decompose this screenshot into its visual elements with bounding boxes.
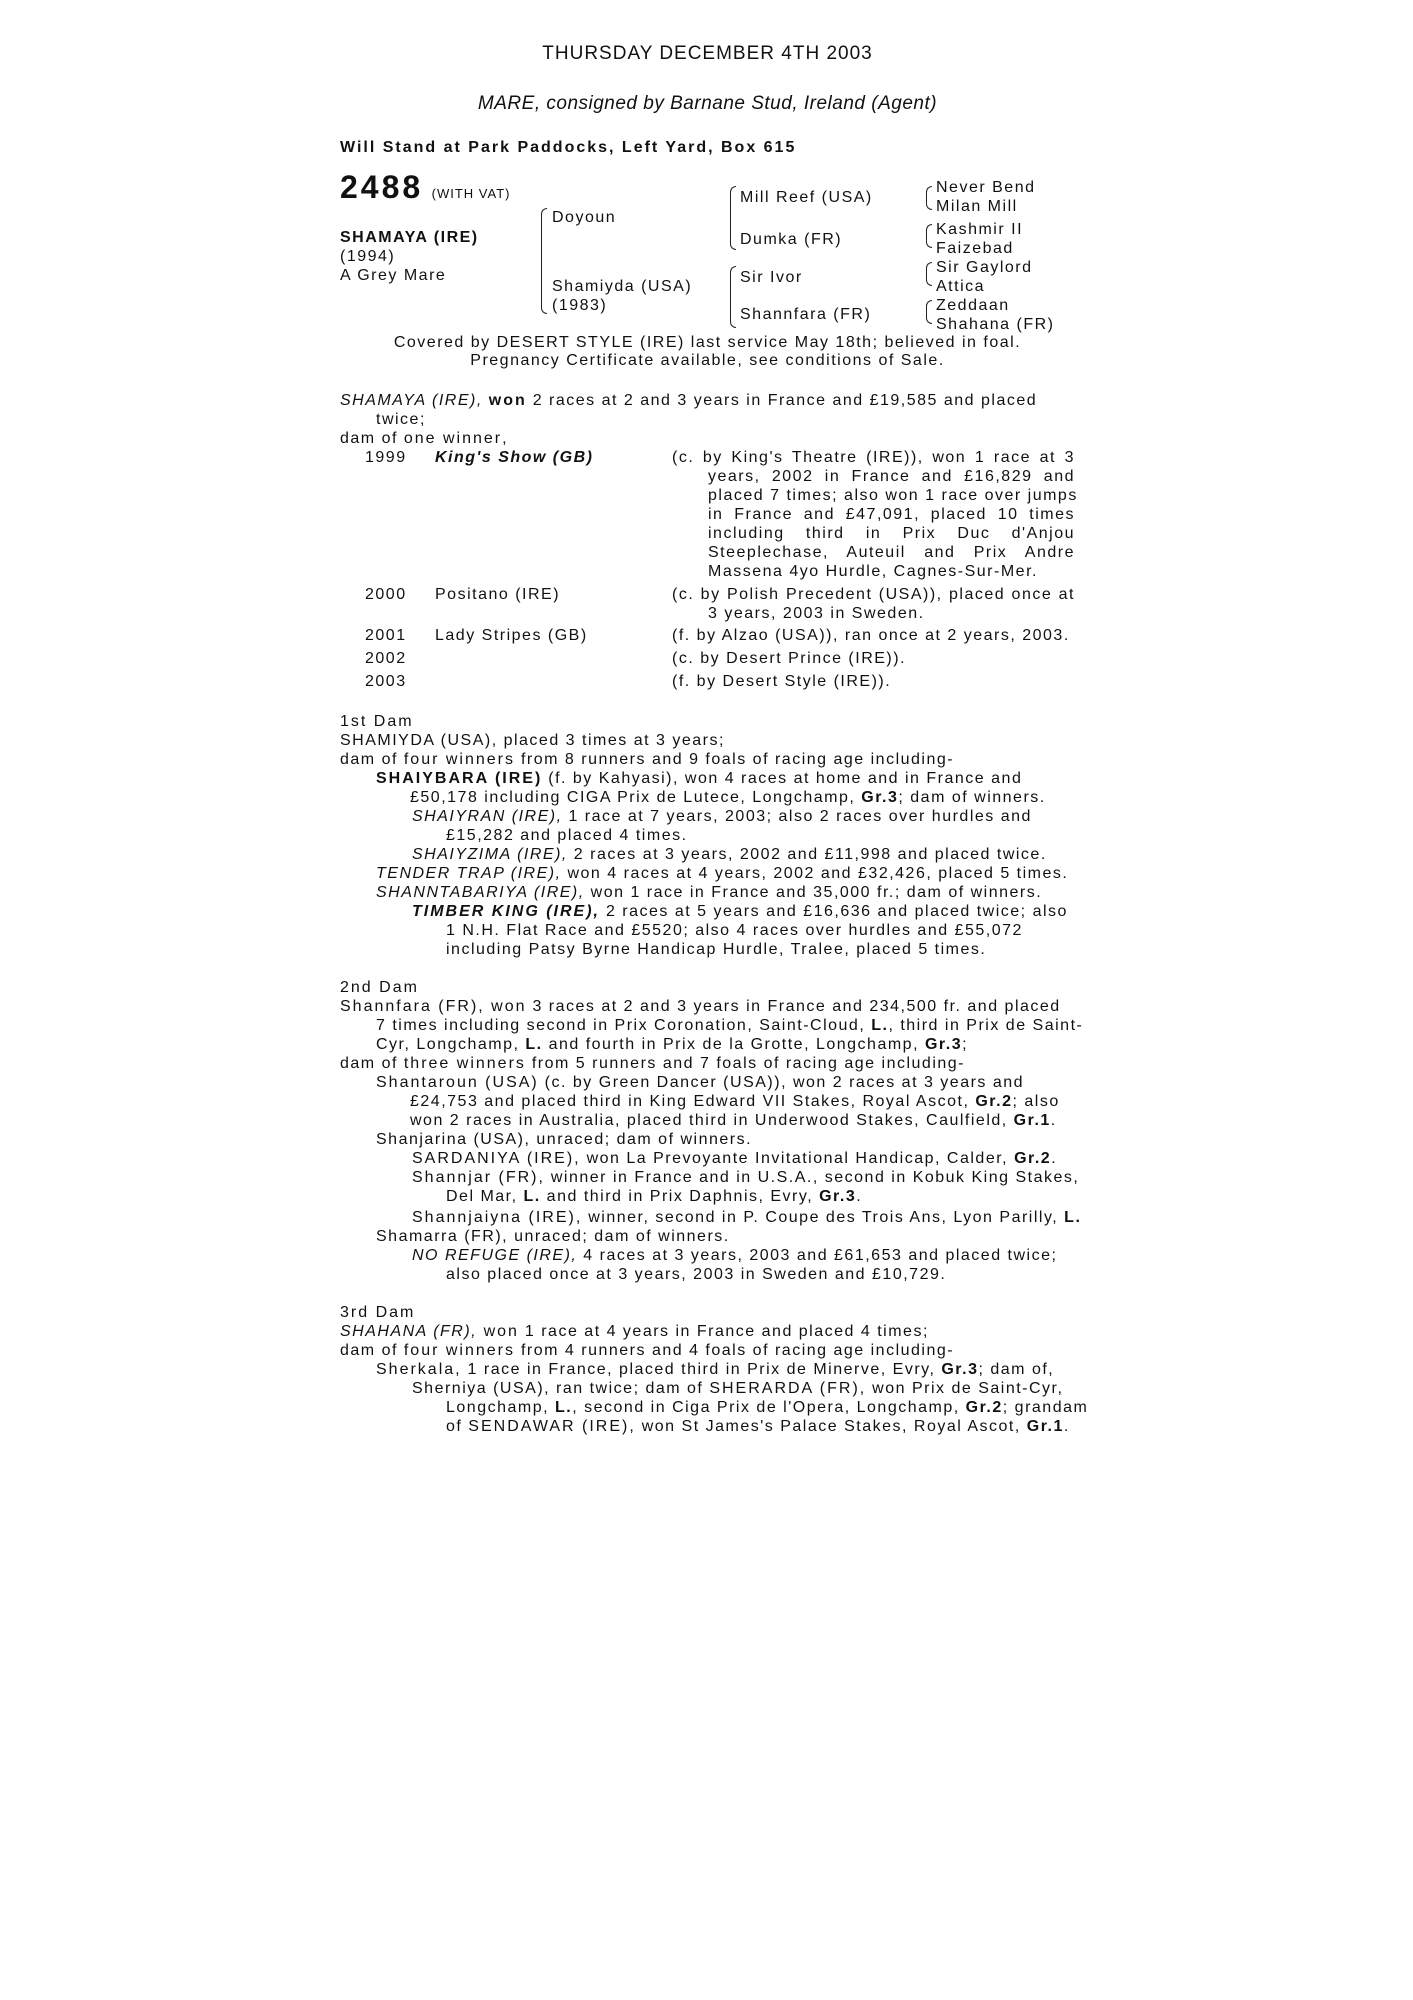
first-dam-line-2	[340, 750, 954, 769]
produce-text: .	[1063, 1418, 1070, 1435]
produce-text: ; dam of,	[978, 1361, 1055, 1378]
dam-of-text: dam of	[340, 1342, 404, 1359]
dam-name: Shannfara (FR),	[340, 998, 485, 1015]
grade-label: Gr.2	[965, 1399, 1003, 1416]
produce-continuation	[446, 1187, 862, 1206]
produce-text: , second in Ciga Prix de l'Opera, Longchamp,	[572, 1399, 966, 1416]
record-line-3-end: ,	[502, 430, 509, 447]
pedigree-sire-sire: Mill Reef (USA)	[740, 189, 873, 206]
pedigree-dam-year: (1983)	[552, 297, 608, 314]
grade-label: L.	[555, 1399, 573, 1416]
covered-line-2: Pregnancy Certificate available, see conditions of Sale.	[470, 352, 945, 369]
third-dam-heading: 3rd Dam	[340, 1304, 416, 1321]
grade-label: Gr.2	[1014, 1150, 1052, 1167]
second-dam-text: Cyr, Longchamp,	[376, 1036, 526, 1053]
record-won: won	[484, 998, 527, 1015]
pedigree-g3: Kashmir II	[936, 221, 1024, 238]
progeny-line: including third in Prix Duc d'Anjou	[708, 525, 1075, 542]
dam-of-text: dam of	[340, 430, 404, 447]
produce-continuation	[410, 1111, 1057, 1130]
first-dam-line-1: SHAMIYDA (USA), placed 3 times at 3 years;	[340, 732, 725, 749]
second-dam-line-1	[340, 997, 1061, 1016]
second-dam-text: and fourth in Prix de la Grotte, Longchamp,	[542, 1036, 925, 1053]
pedigree-sire-dam: Dumka (FR)	[740, 231, 843, 248]
progeny-line: Massena 4yo Hurdle, Cagnes-Sur-Mer.	[708, 563, 1038, 580]
lot-number: 2488	[340, 169, 424, 205]
produce-text: (f. by Kahyasi), won 4 races at home and in France and	[542, 770, 1023, 787]
produce-name: NO REFUGE (IRE),	[412, 1247, 578, 1264]
pedigree-g1: Never Bend	[936, 179, 1036, 196]
second-dam-text: 7 times including second in Prix Coronation, Saint-Cloud,	[376, 1017, 872, 1034]
produce-text: 2 races at 5 years and £16,636 and placed twice; also	[600, 903, 1068, 920]
produce-continuation	[410, 1092, 1060, 1111]
pedigree-g8: Shahana (FR)	[936, 316, 1055, 333]
produce-continuation	[410, 788, 1046, 807]
grade-label: L.	[523, 1188, 541, 1205]
winner-count: three winners	[403, 1055, 526, 1072]
produce-name: SHANNTABARIYA (IRE),	[376, 884, 585, 901]
produce-continuation	[446, 1417, 1070, 1436]
third-dam-line-1	[340, 1322, 929, 1341]
dam-name: SHAHANA (FR),	[340, 1323, 478, 1340]
produce-entry: Shanjarina (USA), unraced; dam of winners.	[376, 1131, 753, 1148]
pedigree-brace-g56	[926, 262, 932, 286]
grade-label: Gr.1	[1026, 1418, 1064, 1435]
second-dam-line-3	[376, 1035, 968, 1054]
third-dam-text: 1 race at 4 years in France and placed 4 times;	[518, 1323, 929, 1340]
pedigree-g2: Milan Mill	[936, 198, 1018, 215]
produce-entry	[376, 1073, 1024, 1092]
progeny-details	[672, 448, 1078, 581]
produce-text: Longchamp,	[446, 1399, 556, 1416]
progeny-year: 2003	[365, 673, 407, 690]
record-line-2: twice;	[376, 411, 426, 428]
produce-text: winner, second in P. Coupe des Trois Ans, Lyon Parilly,	[582, 1209, 1065, 1226]
progeny-name: Positano (IRE)	[435, 586, 561, 603]
pedigree-dam-sire: Sir Ivor	[740, 269, 803, 286]
second-dam-heading: 2nd Dam	[340, 979, 419, 996]
horse-name-italic: SHAMAYA (IRE),	[340, 392, 483, 409]
produce-text: £50,178 including CIGA Prix de Lutece, Longchamp,	[410, 789, 862, 806]
pedigree-g5: Sir Gaylord	[936, 259, 1033, 276]
horse-description: A Grey Mare	[340, 267, 447, 284]
produce-text: .	[1050, 1112, 1057, 1129]
produce-text: ; also	[1012, 1093, 1060, 1110]
produce-continuation: 1 N.H. Flat Race and £5520; also 4 races over hurdles and £55,072	[446, 922, 1023, 939]
produce-entry	[412, 845, 1047, 864]
produce-text: 1 race in France, placed third in Prix de Minerve, Evry,	[461, 1361, 942, 1378]
record-line-1-rest: 2 races at 2 and 3 years in France and £19,585 and placed	[526, 392, 1038, 409]
lot-number-row	[340, 169, 511, 205]
progeny-line: (c. by King's Theatre (IRE)), won 1 race at 3	[672, 449, 1075, 466]
produce-entry	[412, 1149, 1057, 1168]
produce-name: TIMBER KING (IRE),	[412, 903, 600, 920]
produce-entry	[376, 883, 1042, 902]
produce-entry	[376, 864, 1068, 883]
second-dam-line-4	[340, 1054, 965, 1073]
progeny-line: (f. by Alzao (USA)), ran once at 2 years, 2003.	[672, 627, 1070, 644]
progeny-line: placed 7 times; also won 1 race over jumps	[708, 487, 1078, 504]
second-dam-line-2	[376, 1016, 1083, 1035]
pedigree-g4: Faizebad	[936, 240, 1014, 257]
produce-name: SHAIYBARA (IRE)	[376, 770, 543, 787]
winner-count: one winner	[403, 430, 503, 447]
progeny-line: (f. by Desert Style (IRE)).	[672, 673, 892, 690]
progeny-year: 2000	[365, 586, 407, 603]
second-dam-text: , third in Prix de Saint-	[888, 1017, 1084, 1034]
produce-text: of	[446, 1418, 469, 1435]
produce-name: Sherkala,	[376, 1361, 462, 1378]
grade-label: L.	[1064, 1209, 1082, 1226]
second-dam-text: 3 races at 2 and 3 years in France and 234,500 fr. and placed	[526, 998, 1061, 1015]
pedigree-brace-g78	[926, 300, 932, 324]
third-dam-text: from 4 runners and 4 foals of racing age including-	[515, 1342, 955, 1359]
produce-text: and third in Prix Daphnis, Evry,	[540, 1188, 820, 1205]
progeny-line: in France and £47,091, placed 10 times	[708, 506, 1075, 523]
progeny-line: (c. by Desert Prince (IRE)).	[672, 650, 907, 667]
second-dam-text: ;	[962, 1036, 969, 1053]
produce-text: winner in France and in U.S.A., second in Kobuk King Stakes,	[544, 1169, 1080, 1186]
produce-continuation	[446, 1398, 1088, 1417]
produce-name: SHAIYRAN (IRE),	[412, 808, 563, 825]
third-dam-line-2	[340, 1341, 954, 1360]
produce-entry	[412, 1379, 1063, 1398]
produce-text: .	[856, 1188, 863, 1205]
produce-entry	[412, 807, 1032, 826]
produce-continuation: including Patsy Byrne Handicap Hurdle, Tralee, placed 5 times.	[446, 941, 987, 958]
produce-text: won St James's Palace Stakes, Royal Ascot,	[635, 1418, 1027, 1435]
pedigree-brace-dam	[730, 266, 736, 328]
produce-text: won 4 races at 4 years, 2002 and £32,426, placed 5 times.	[561, 865, 1069, 882]
progeny-line: years, 2002 in France and £16,829 and	[708, 468, 1075, 485]
record-won: won	[488, 392, 527, 409]
pedigree-brace-sire	[730, 186, 736, 250]
produce-entry	[412, 902, 1068, 921]
produce-entry	[376, 1360, 1054, 1379]
produce-text: ; grandam	[1002, 1399, 1089, 1416]
produce-entry	[376, 769, 1022, 788]
record-won: won	[477, 1323, 519, 1340]
produce-text: 2 races at 3 years, 2002 and £11,998 and placed twice.	[567, 846, 1047, 863]
progeny-year: 2001	[365, 627, 407, 644]
pedigree-sire: Doyoun	[552, 209, 617, 226]
pedigree-dam: Shamiyda (USA)	[552, 278, 693, 295]
horse-year: (1994)	[340, 248, 396, 265]
produce-text: won 2 races in Australia, placed third in Underwood Stakes, Caulfield,	[410, 1112, 1014, 1129]
grade-label: Gr.1	[1013, 1112, 1051, 1129]
progeny-name: King's Show (GB)	[435, 449, 594, 466]
produce-entry	[412, 1208, 1081, 1227]
horse-name: SHAMAYA (IRE)	[340, 229, 479, 246]
progeny-year: 2002	[365, 650, 407, 667]
produce-text: won Prix de Saint-Cyr,	[866, 1380, 1064, 1397]
pedigree-brace-g34	[926, 224, 932, 248]
first-dam-line-2-rest: from 8 runners and 9 foals of racing age including-	[515, 751, 955, 768]
pedigree-brace-g12	[926, 186, 932, 210]
produce-continuation: also placed once at 3 years, 2003 in Sweden and £10,729.	[446, 1266, 947, 1283]
grade-label: Gr.3	[819, 1188, 857, 1205]
progeny-line: Steeplechase, Auteuil and Prix Andre	[708, 544, 1075, 561]
produce-name: SENDAWAR (IRE),	[468, 1418, 636, 1435]
progeny-line: (c. by Polish Precedent (USA)), placed once at	[672, 586, 1075, 603]
produce-text: .	[1051, 1150, 1058, 1167]
pedigree-g6: Attica	[936, 278, 986, 295]
produce-name: SHAIYZIMA (IRE),	[412, 846, 568, 863]
grade-label: Gr.3	[861, 789, 899, 806]
produce-entry	[412, 1168, 1079, 1187]
progeny-year: 1999	[365, 449, 407, 466]
dam-of-text: dam of	[340, 751, 404, 768]
progeny-details	[672, 585, 1075, 623]
record-line-1	[340, 391, 1037, 410]
produce-continuation: £15,282 and placed 4 times.	[446, 827, 688, 844]
sale-date: THURSDAY DECEMBER 4TH 2003	[542, 43, 873, 64]
produce-text: £24,753 and placed third in King Edward VII Stakes, Royal Ascot,	[410, 1093, 976, 1110]
second-dam-text: from 5 runners and 7 foals of racing age including-	[525, 1055, 965, 1072]
pedigree-g7: Zeddaan	[936, 297, 1010, 314]
pedigree-dam-dam: Shannfara (FR)	[740, 306, 872, 323]
grade-label: Gr.3	[941, 1361, 979, 1378]
grade-label: Gr.2	[975, 1093, 1013, 1110]
produce-text: (c. by Green Dancer (USA)), won 2 races at 3 years and	[538, 1074, 1025, 1091]
grade-label: L.	[525, 1036, 543, 1053]
produce-text: ; dam of winners.	[898, 789, 1046, 806]
winner-count: four winners	[403, 751, 516, 768]
produce-name: SARDANIYA (IRE),	[412, 1150, 581, 1167]
first-dam-heading: 1st Dam	[340, 713, 414, 730]
produce-name: SHERARDA (FR),	[709, 1380, 867, 1397]
produce-name: Shannjaiyna (IRE),	[412, 1209, 583, 1226]
produce-text: 4 races at 3 years, 2003 and £61,653 and placed twice;	[577, 1247, 1058, 1264]
produce-text: 1 race at 7 years, 2003; also 2 races over hurdles and	[562, 808, 1032, 825]
winner-count: four winners	[403, 1342, 516, 1359]
progeny-line: 3 years, 2003 in Sweden.	[708, 605, 925, 622]
produce-entry	[412, 1246, 1057, 1265]
grade-label: L.	[871, 1017, 889, 1034]
location-line: Will Stand at Park Paddocks, Left Yard, Box 615	[340, 139, 797, 156]
produce-name: TENDER TRAP (IRE),	[376, 865, 562, 882]
produce-text: Del Mar,	[446, 1188, 524, 1205]
consignment-line: MARE, consigned by Barnane Stud, Ireland (Agent)	[477, 93, 938, 114]
covered-line-1: Covered by DESERT STYLE (IRE) last service May 18th; believed in foal.	[393, 334, 1022, 351]
dam-of-text: dam of	[340, 1055, 404, 1072]
produce-name: Shantaroun (USA)	[376, 1074, 539, 1091]
produce-text: won La Prevoyante Invitational Handicap, Calder,	[580, 1150, 1015, 1167]
produce-entry: Shamarra (FR), unraced; dam of winners.	[376, 1228, 730, 1245]
produce-name: Shannjar (FR),	[412, 1169, 545, 1186]
record-line-3	[340, 429, 508, 448]
pedigree-brace-main	[541, 208, 547, 314]
produce-text: Sherniya (USA), ran twice; dam of	[412, 1380, 710, 1397]
produce-text: won 1 race in France and 35,000 fr.; dam of winners.	[584, 884, 1043, 901]
grade-label: Gr.3	[924, 1036, 963, 1053]
progeny-name: Lady Stripes (GB)	[435, 627, 588, 644]
vat-note: (WITH VAT)	[431, 186, 511, 201]
